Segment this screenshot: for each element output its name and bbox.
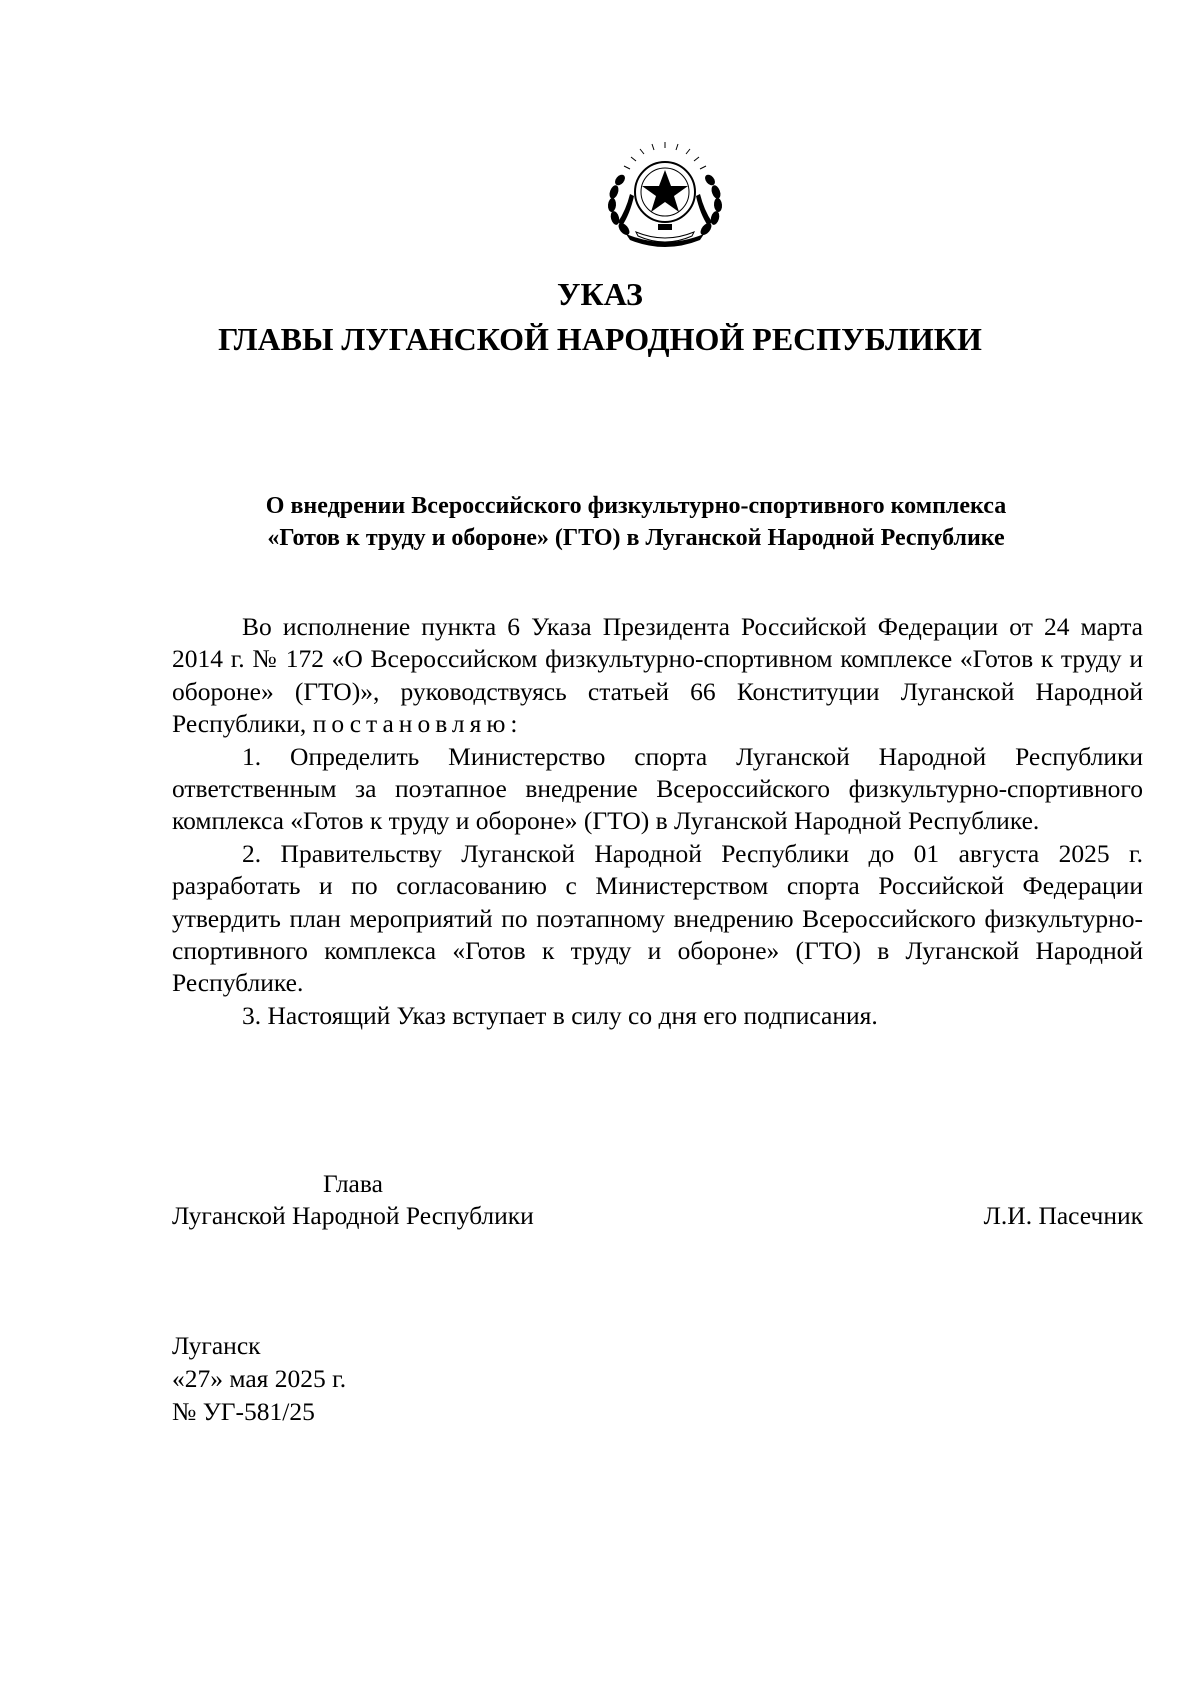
subject-line-1: О внедрении Всероссийского физкультурно-спортивного комплекса xyxy=(265,493,1007,519)
lpr-coat-of-arms-icon xyxy=(596,140,734,252)
decree-body xyxy=(172,611,1143,1032)
decree-footer xyxy=(172,1329,346,1428)
decree-colon: : xyxy=(510,709,518,739)
document-type-title: УКАЗ xyxy=(557,276,643,312)
decree-item-3: 3. Настоящий Указ вступает в силу со дня его подписания. xyxy=(242,1000,878,1030)
decree-item-1: 1. Определить Министерство спорта Луганской Народной Республики ответственным за поэтапное внедрение Всероссийского физкультурно-спортивного комплекса «Готов к труду и обороне» (ГТО) в Луганской Народной Республике. xyxy=(172,741,1143,836)
issue-city: Луганск xyxy=(172,1331,261,1360)
preamble-text: Во исполнение пункта 6 Указа Президента Российской Федерации от 24 марта 2014 г. № 172 «О Всероссийском физкультурно-спортивном комплексе «Готов к труду и обороне» (ГТО)», руководствуясь статьей 66 Конституции Луганской Народной Республики, xyxy=(172,612,1143,739)
decree-number: № УГ-581/25 xyxy=(172,1397,315,1426)
signatory-name: Л.И. Пасечник xyxy=(983,1201,1143,1230)
preamble-paragraph xyxy=(172,611,1143,741)
issuer-title: ГЛАВЫ ЛУГАНСКОЙ НАРОДНОЙ РЕСПУБЛИКИ xyxy=(218,321,982,357)
decree-subject xyxy=(172,490,1100,554)
issue-date: «27» мая 2025 г. xyxy=(172,1364,347,1393)
subject-line-2: «Готов к труду и обороне» (ГТО) в Луганской Народной Республике xyxy=(267,525,1005,551)
signatory-role: Глава xyxy=(323,1169,383,1198)
decree-word: постановляю xyxy=(312,709,511,739)
signatory-organization: Луганской Народной Республики xyxy=(172,1201,534,1230)
decree-item-2: 2. Правительству Луганской Народной Республики до 01 августа 2025 г. разработать и по согласованию с Министерством спорта Российской Федерации утвердить план мероприятий по поэтапному внедрению Всероссийского физкультурно-спортивного комплекса «Готов к труду и обороне» (ГТО) в Луганской Народной Республике. xyxy=(172,838,1143,998)
